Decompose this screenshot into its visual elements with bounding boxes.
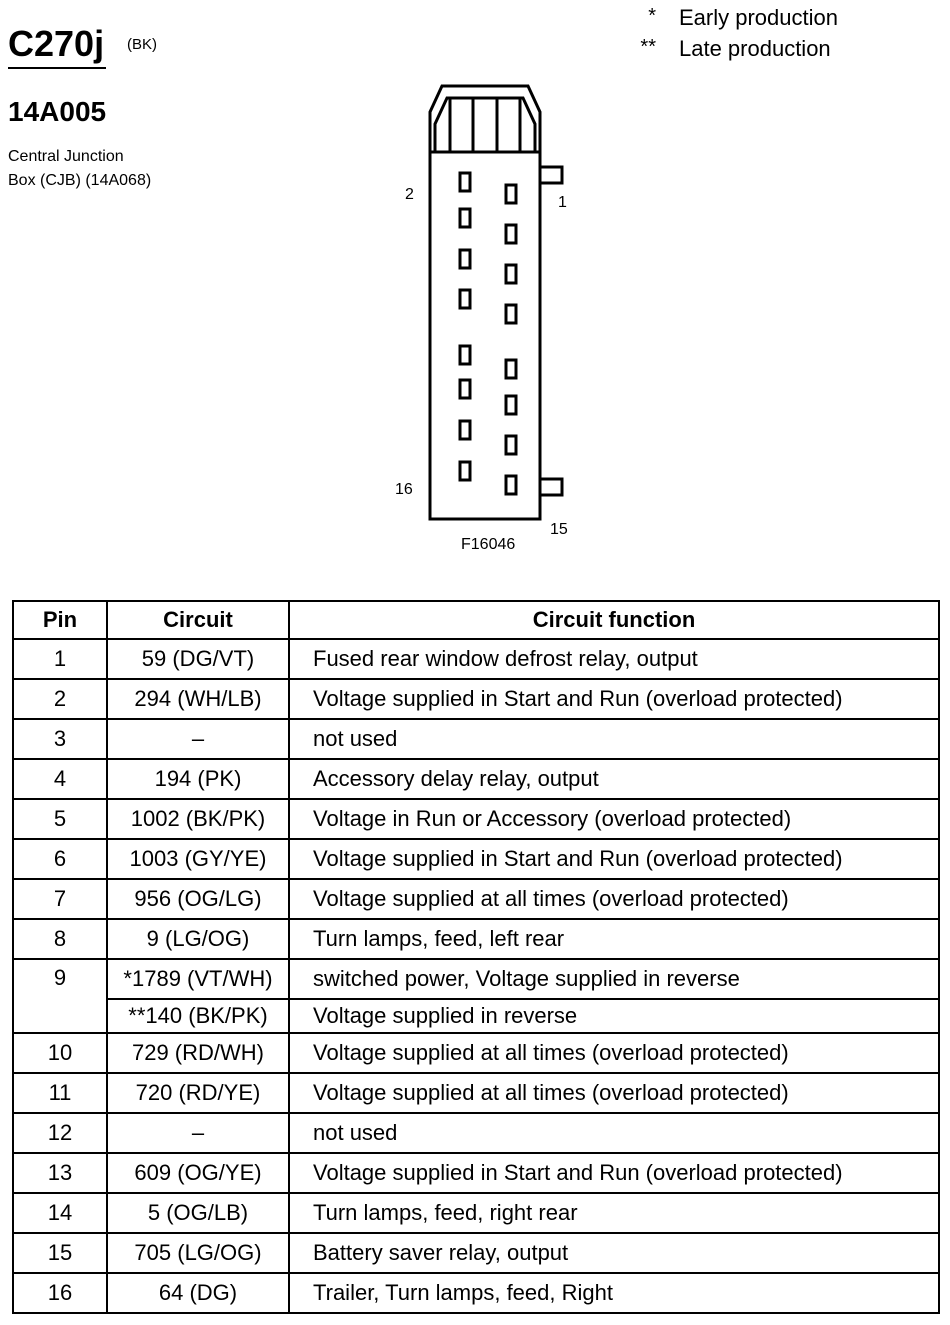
table-row	[13, 799, 939, 839]
table-row	[13, 1233, 939, 1273]
legend-early-symbol: *	[648, 5, 656, 27]
table-row	[13, 839, 939, 879]
table-row	[13, 1193, 939, 1233]
circuit-function: Trailer, Turn lamps, feed, Right	[289, 1273, 939, 1313]
circuit-function: Voltage supplied in Start and Run (overload protected)	[289, 1153, 939, 1193]
circuit-function: Voltage supplied at all times (overload protected)	[289, 1073, 939, 1113]
circuit-function: switched power, Voltage supplied in reverse	[289, 959, 939, 999]
circuit: 609 (OG/YE)	[107, 1153, 289, 1193]
table-row	[13, 879, 939, 919]
connector-key-bottom	[540, 479, 562, 495]
component-description-line2: Box (CJB) (14A068)	[8, 172, 152, 189]
pin-number: 6	[13, 839, 107, 879]
connector-body	[430, 152, 540, 519]
circuit-function: Voltage in Run or Accessory (overload protected)	[289, 799, 939, 839]
figure-id: F16046	[461, 536, 516, 553]
connector-color: (BK)	[127, 36, 157, 53]
pin-cavity	[506, 225, 516, 243]
table-row	[13, 1153, 939, 1193]
pin-cavity	[506, 265, 516, 283]
pin-cavity	[460, 380, 470, 398]
circuit: *1789 (VT/WH)	[107, 959, 289, 999]
circuit-function: Voltage supplied at all times (overload protected)	[289, 879, 939, 919]
circuit: 64 (DG)	[107, 1273, 289, 1313]
pinout-table	[12, 600, 940, 1314]
pin-number: 13	[13, 1153, 107, 1193]
pin-number: 4	[13, 759, 107, 799]
circuit: 194 (PK)	[107, 759, 289, 799]
circuit-function: Turn lamps, feed, right rear	[289, 1193, 939, 1233]
pin-number: 9	[13, 959, 107, 1033]
pin-number: 5	[13, 799, 107, 839]
circuit: 5 (OG/LB)	[107, 1193, 289, 1233]
circuit-function: not used	[289, 1113, 939, 1153]
pin-cavity	[460, 346, 470, 364]
circuit: –	[107, 719, 289, 759]
circuit: 59 (DG/VT)	[107, 639, 289, 679]
pin-label-1: 1	[558, 194, 567, 211]
header-circuit: Circuit	[107, 601, 289, 639]
circuit: –	[107, 1113, 289, 1153]
table-row	[13, 759, 939, 799]
pin-cavity	[506, 185, 516, 203]
pin-number: 2	[13, 679, 107, 719]
circuit-function: Voltage supplied in reverse	[289, 999, 939, 1033]
circuit: 1002 (BK/PK)	[107, 799, 289, 839]
table-row	[13, 1033, 939, 1073]
connector-id: C270j	[8, 23, 105, 64]
table-row	[13, 679, 939, 719]
circuit-function: Voltage supplied in Start and Run (overload protected)	[289, 839, 939, 879]
header-function: Circuit function	[289, 601, 939, 639]
pin-number: 11	[13, 1073, 107, 1113]
component-description-line1: Central Junction	[8, 148, 124, 165]
pin-label-16: 16	[395, 481, 413, 498]
legend-early-text: Early production	[679, 5, 838, 30]
circuit-function: Voltage supplied in Start and Run (overload protected)	[289, 679, 939, 719]
connector-latch	[430, 86, 540, 152]
part-number: 14A005	[8, 96, 107, 127]
pin-cavity	[460, 250, 470, 268]
pin-number: 7	[13, 879, 107, 919]
circuit-function: Voltage supplied at all times (overload protected)	[289, 1033, 939, 1073]
pin-number: 3	[13, 719, 107, 759]
circuit-function: Turn lamps, feed, left rear	[289, 919, 939, 959]
circuit: **140 (BK/PK)	[107, 999, 289, 1033]
pin-label-2: 2	[405, 186, 414, 203]
table-row	[13, 1073, 939, 1113]
circuit-function: Accessory delay relay, output	[289, 759, 939, 799]
pin-number: 8	[13, 919, 107, 959]
circuit: 9 (LG/OG)	[107, 919, 289, 959]
pin-cavity	[506, 396, 516, 414]
pin-number: 14	[13, 1193, 107, 1233]
circuit-function: Fused rear window defrost relay, output	[289, 639, 939, 679]
table-row	[13, 1273, 939, 1313]
circuit: 705 (LG/OG)	[107, 1233, 289, 1273]
pin-cavity	[506, 436, 516, 454]
pin-number: 16	[13, 1273, 107, 1313]
pin-cavity	[460, 462, 470, 480]
table-row	[13, 999, 939, 1033]
circuit: 729 (RD/WH)	[107, 1033, 289, 1073]
circuit: 720 (RD/YE)	[107, 1073, 289, 1113]
table-row	[13, 639, 939, 679]
pin-label-15: 15	[550, 521, 568, 538]
pin-cavity	[460, 290, 470, 308]
legend-late-text: Late production	[679, 36, 831, 61]
circuit: 294 (WH/LB)	[107, 679, 289, 719]
connector-face-diagram	[0, 0, 950, 600]
circuit: 956 (OG/LG)	[107, 879, 289, 919]
pin-cavity	[460, 209, 470, 227]
pin-cavity	[506, 305, 516, 323]
table-row	[13, 919, 939, 959]
pin-number: 10	[13, 1033, 107, 1073]
pin-cavity	[460, 421, 470, 439]
pin-number: 1	[13, 639, 107, 679]
pin-cavity	[506, 360, 516, 378]
table-row	[13, 1113, 939, 1153]
pin-cavity	[460, 173, 470, 191]
pin-number: 12	[13, 1113, 107, 1153]
pin-cavity	[506, 476, 516, 494]
table-row	[13, 959, 939, 999]
circuit-function: not used	[289, 719, 939, 759]
header-pin: Pin	[13, 601, 107, 639]
circuit: 1003 (GY/YE)	[107, 839, 289, 879]
legend-late-symbol: **	[640, 36, 656, 58]
table-row	[13, 719, 939, 759]
circuit-function: Battery saver relay, output	[289, 1233, 939, 1273]
table-header-row	[13, 601, 939, 639]
connector-key-top	[540, 167, 562, 183]
pin-number: 15	[13, 1233, 107, 1273]
